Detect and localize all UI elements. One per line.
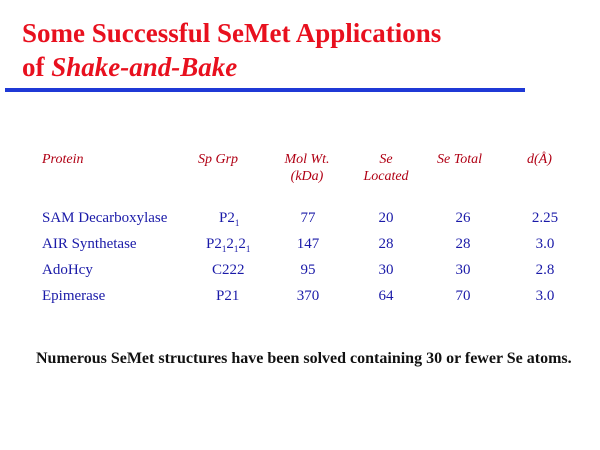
header-mol-wt: [284, 151, 329, 185]
row-4-se-total: 70: [455, 288, 471, 304]
row-3-mol-wt: 95: [300, 262, 316, 278]
row-3-d: 2.8: [535, 262, 555, 278]
row-4-d: 3.0: [535, 288, 555, 304]
header-mol-wt-line-2: (kDa): [290, 169, 324, 184]
row-2-mol-wt: 147: [296, 236, 320, 252]
row-4-se-located: 64: [378, 288, 394, 304]
row-2-se-located: 28: [378, 236, 394, 252]
row-2-se-total: 28: [455, 236, 471, 252]
row-3-se-located: 30: [378, 262, 394, 278]
row-1-mol-wt: 77: [300, 210, 316, 226]
header-d: d(Å): [527, 152, 552, 167]
row-3-sp-grp: C222: [212, 262, 245, 278]
row-4-mol-wt: 370: [296, 288, 320, 304]
row-1-se-total: 26: [455, 210, 471, 226]
row-1-protein: SAM Decarboxylase: [42, 210, 168, 226]
row-1-se-located: 20: [378, 210, 394, 226]
header-mol-wt-line-1: Mol Wt.: [284, 152, 330, 167]
row-1-d: 2.25: [531, 210, 559, 226]
row-2-protein: AIR Synthetase: [42, 236, 137, 252]
header-sp-grp: Sp Grp: [198, 152, 239, 167]
header-se-located-line-1: Se: [379, 152, 393, 167]
row-2-d: 3.0: [535, 236, 555, 252]
row-3-se-total: 30: [455, 262, 471, 278]
row-4-protein: Epimerase: [42, 288, 106, 304]
title-line-2-prefix: of: [22, 52, 52, 82]
header-se-located: [363, 151, 408, 185]
header-protein: Protein: [42, 152, 84, 167]
summary-note: Numerous SeMet structures have been solved containing 30 or fewer Se atoms.: [36, 350, 572, 367]
header-se-located-line-2: Located: [363, 169, 409, 184]
row-2-sp-grp: $P2_12_12_1$: [206, 236, 251, 254]
title-line-2-italic: Shake-and-Bake: [51, 52, 238, 82]
row-4-sp-grp: P21: [216, 288, 240, 304]
title-line-1: Some Successful SeMet Applications: [22, 18, 442, 48]
row-3-protein: AdoHcy: [42, 262, 93, 278]
header-se-total: Se Total: [437, 152, 482, 167]
row-1-sp-grp: $P2_1$: [219, 210, 240, 228]
